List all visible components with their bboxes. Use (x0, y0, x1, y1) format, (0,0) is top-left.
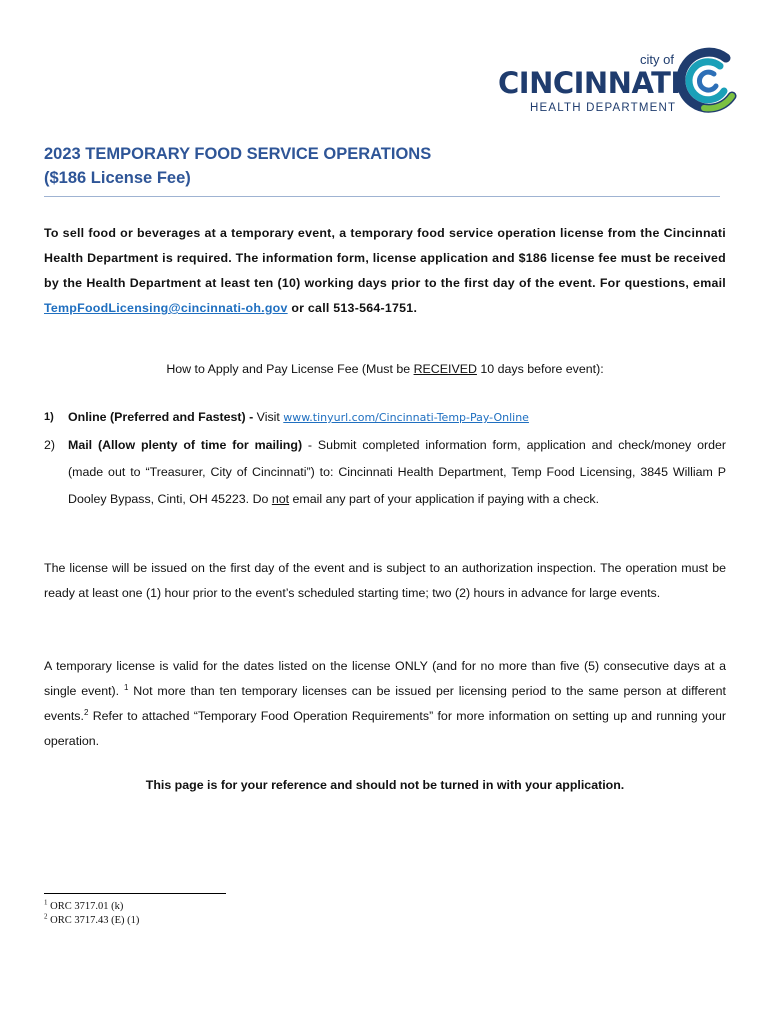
title-divider (44, 196, 720, 197)
how-to-emphasis: RECEIVED (413, 362, 477, 376)
method-online (44, 404, 726, 431)
validity-text: Refer to attached “Temporary Food Operation Requirements” for more information on setting up and running your operation. (44, 709, 726, 748)
reference-note: This page is for your reference and should not be turned in with your application. (145, 778, 625, 792)
email-link[interactable]: TempFoodLicensing@cincinnati-oh.gov (44, 301, 288, 315)
logo-city-of: city of (640, 52, 674, 67)
footnote-item (44, 900, 139, 914)
method-text: Visit (253, 410, 284, 424)
city-logo (498, 46, 748, 118)
method-mail (44, 432, 726, 513)
method-text-end: email any part of your application if paying with a check. (289, 492, 600, 506)
how-to-text: How to Apply and Pay License Fee (Must be (166, 362, 414, 376)
intro-paragraph (44, 221, 726, 321)
how-to-apply-heading (0, 362, 770, 376)
footnote-ref: 1 (123, 682, 129, 692)
footnote-marker: 1 (44, 898, 48, 907)
footnote-marker: 2 (44, 912, 48, 921)
method-text: - Submit completed information form, application and check/money order (made out to “Treasurer, City of Cincinnati”) to: Cincinnati Health Department, Temp Food Licensing, 3845 William P Dooley Bypass, Cinti, OH 45223. Do (68, 438, 726, 506)
page-title (44, 142, 431, 190)
footnote-ref: 2 (83, 707, 89, 717)
footnote-text: ORC 3717.01 (k) (47, 901, 124, 912)
method-heading: Online (Preferred and Fastest) - (68, 410, 254, 424)
logo-city-name: CINCINNATI (498, 66, 681, 100)
intro-text: To sell food or beverages at a temporary event, a temporary food service operation license from the Cincinnati Health Department is required. The information form, license application and $186 license fee must be received by the Health Department at least ten (10) working days prior to the first day of the event. For questions, email (44, 226, 726, 290)
title-line-2: ($186 License Fee) (44, 169, 191, 187)
intro-phone-text: or call 513-564-1751. (287, 301, 418, 315)
method-number: 2) (44, 438, 56, 452)
title-line-1: 2023 TEMPORARY FOOD SERVICE OPERATIONS (44, 145, 432, 163)
method-emphasis: not (271, 492, 290, 506)
license-validity-paragraph (44, 654, 726, 754)
cincinnati-c-logo-icon (674, 46, 742, 114)
method-number: 1) (44, 411, 54, 423)
how-to-text-end: 10 days before event): (476, 362, 604, 376)
footnotes (44, 900, 139, 928)
online-payment-link[interactable]: www.tinyurl.com/Cincinnati-Temp-Pay-Online (283, 411, 529, 424)
footnote-divider (44, 893, 226, 894)
footnote-text: ORC 3717.43 (E) (1) (47, 915, 140, 926)
method-heading: Mail (Allow plenty of time for mailing) (68, 438, 303, 452)
footnote-item (44, 914, 139, 928)
license-issuance-paragraph: The license will be issued on the first day of the event and is subject to an authorization inspection. The operation must be ready at least one (1) hour prior to the event’s scheduled starting time; two (2) hours in advance for large events. (44, 561, 726, 600)
logo-department: HEALTH DEPARTMENT (530, 102, 677, 114)
validity-text: A temporary license is valid for the dates listed on the license ONLY (and for no more than five (5) consecutive days at a single event). (44, 659, 726, 698)
validity-text: Not more than ten temporary licenses can be issued per licensing period to the same person at different events. (44, 684, 726, 723)
